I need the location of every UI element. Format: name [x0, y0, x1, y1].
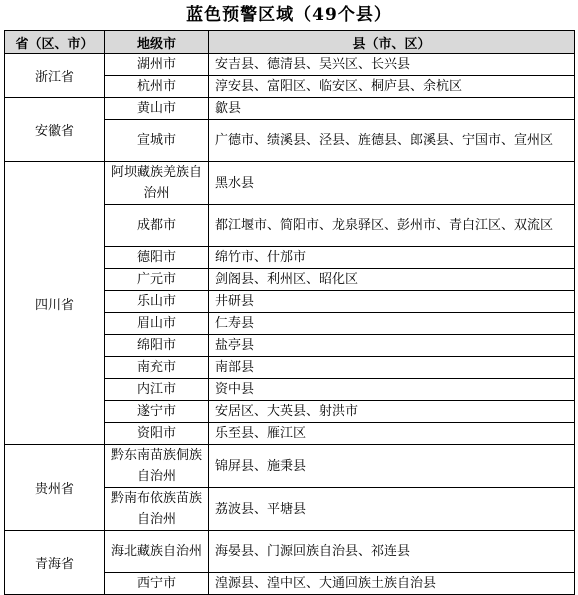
header-province: 省（区、市） [5, 31, 105, 54]
county-cell: 淳安县、富阳区、临安区、桐庐县、余杭区 [209, 76, 575, 98]
city-cell: 绵阳市 [105, 335, 209, 357]
city-cell: 乐山市 [105, 291, 209, 313]
county-cell: 南部县 [209, 357, 575, 379]
city-cell: 海北藏族自治州 [105, 531, 209, 573]
page-title: 蓝色预警区域（49个县） [186, 5, 392, 25]
table-header-row [5, 31, 575, 54]
city-cell: 眉山市 [105, 313, 209, 335]
county-cell: 黑水县 [209, 162, 575, 205]
city-cell: 德阳市 [105, 247, 209, 269]
county-cell: 乐至县、雁江区 [209, 423, 575, 445]
county-cell: 资中县 [209, 379, 575, 401]
warning-table [4, 30, 575, 595]
county-cell: 剑阁县、利州区、昭化区 [209, 269, 575, 291]
county-cell: 绵竹市、什邡市 [209, 247, 575, 269]
province-cell: 四川省 [5, 162, 105, 445]
table-row [5, 98, 575, 120]
province-cell: 浙江省 [5, 54, 105, 98]
table-body [5, 54, 575, 595]
header-county: 县（市、区） [209, 31, 575, 54]
city-cell: 黔东南苗族侗族自治州 [105, 445, 209, 488]
county-cell: 井研县 [209, 291, 575, 313]
city-cell: 广元市 [105, 269, 209, 291]
city-cell: 南充市 [105, 357, 209, 379]
county-cell: 安居区、大英县、射洪市 [209, 401, 575, 423]
county-cell: 湟源县、湟中区、大通回族土族自治县 [209, 573, 575, 595]
city-cell: 黔南布依族苗族自治州 [105, 488, 209, 531]
province-cell: 安徽省 [5, 98, 105, 162]
city-cell: 宣城市 [105, 120, 209, 162]
county-cell: 广德市、绩溪县、泾县、旌德县、郎溪县、宁国市、宣州区 [209, 120, 575, 162]
county-cell: 海晏县、门源回族自治县、祁连县 [209, 531, 575, 573]
table-row [5, 445, 575, 488]
city-cell: 湖州市 [105, 54, 209, 76]
city-cell: 杭州市 [105, 76, 209, 98]
county-cell: 仁寿县 [209, 313, 575, 335]
city-cell: 内江市 [105, 379, 209, 401]
city-cell: 遂宁市 [105, 401, 209, 423]
table-row [5, 531, 575, 573]
county-cell: 荔波县、平塘县 [209, 488, 575, 531]
city-cell: 成都市 [105, 205, 209, 247]
county-cell: 歙县 [209, 98, 575, 120]
city-cell: 西宁市 [105, 573, 209, 595]
province-cell: 贵州省 [5, 445, 105, 531]
table-row [5, 162, 575, 205]
county-cell: 都江堰市、简阳市、龙泉驿区、彭州市、青白江区、双流区 [209, 205, 575, 247]
header-city: 地级市 [105, 31, 209, 54]
city-cell: 黄山市 [105, 98, 209, 120]
county-cell: 盐亭县 [209, 335, 575, 357]
county-cell: 锦屏县、施秉县 [209, 445, 575, 488]
county-cell: 安吉县、德清县、吴兴区、长兴县 [209, 54, 575, 76]
province-cell: 青海省 [5, 531, 105, 595]
city-cell: 资阳市 [105, 423, 209, 445]
table-row [5, 54, 575, 76]
city-cell: 阿坝藏族羌族自治州 [105, 162, 209, 205]
